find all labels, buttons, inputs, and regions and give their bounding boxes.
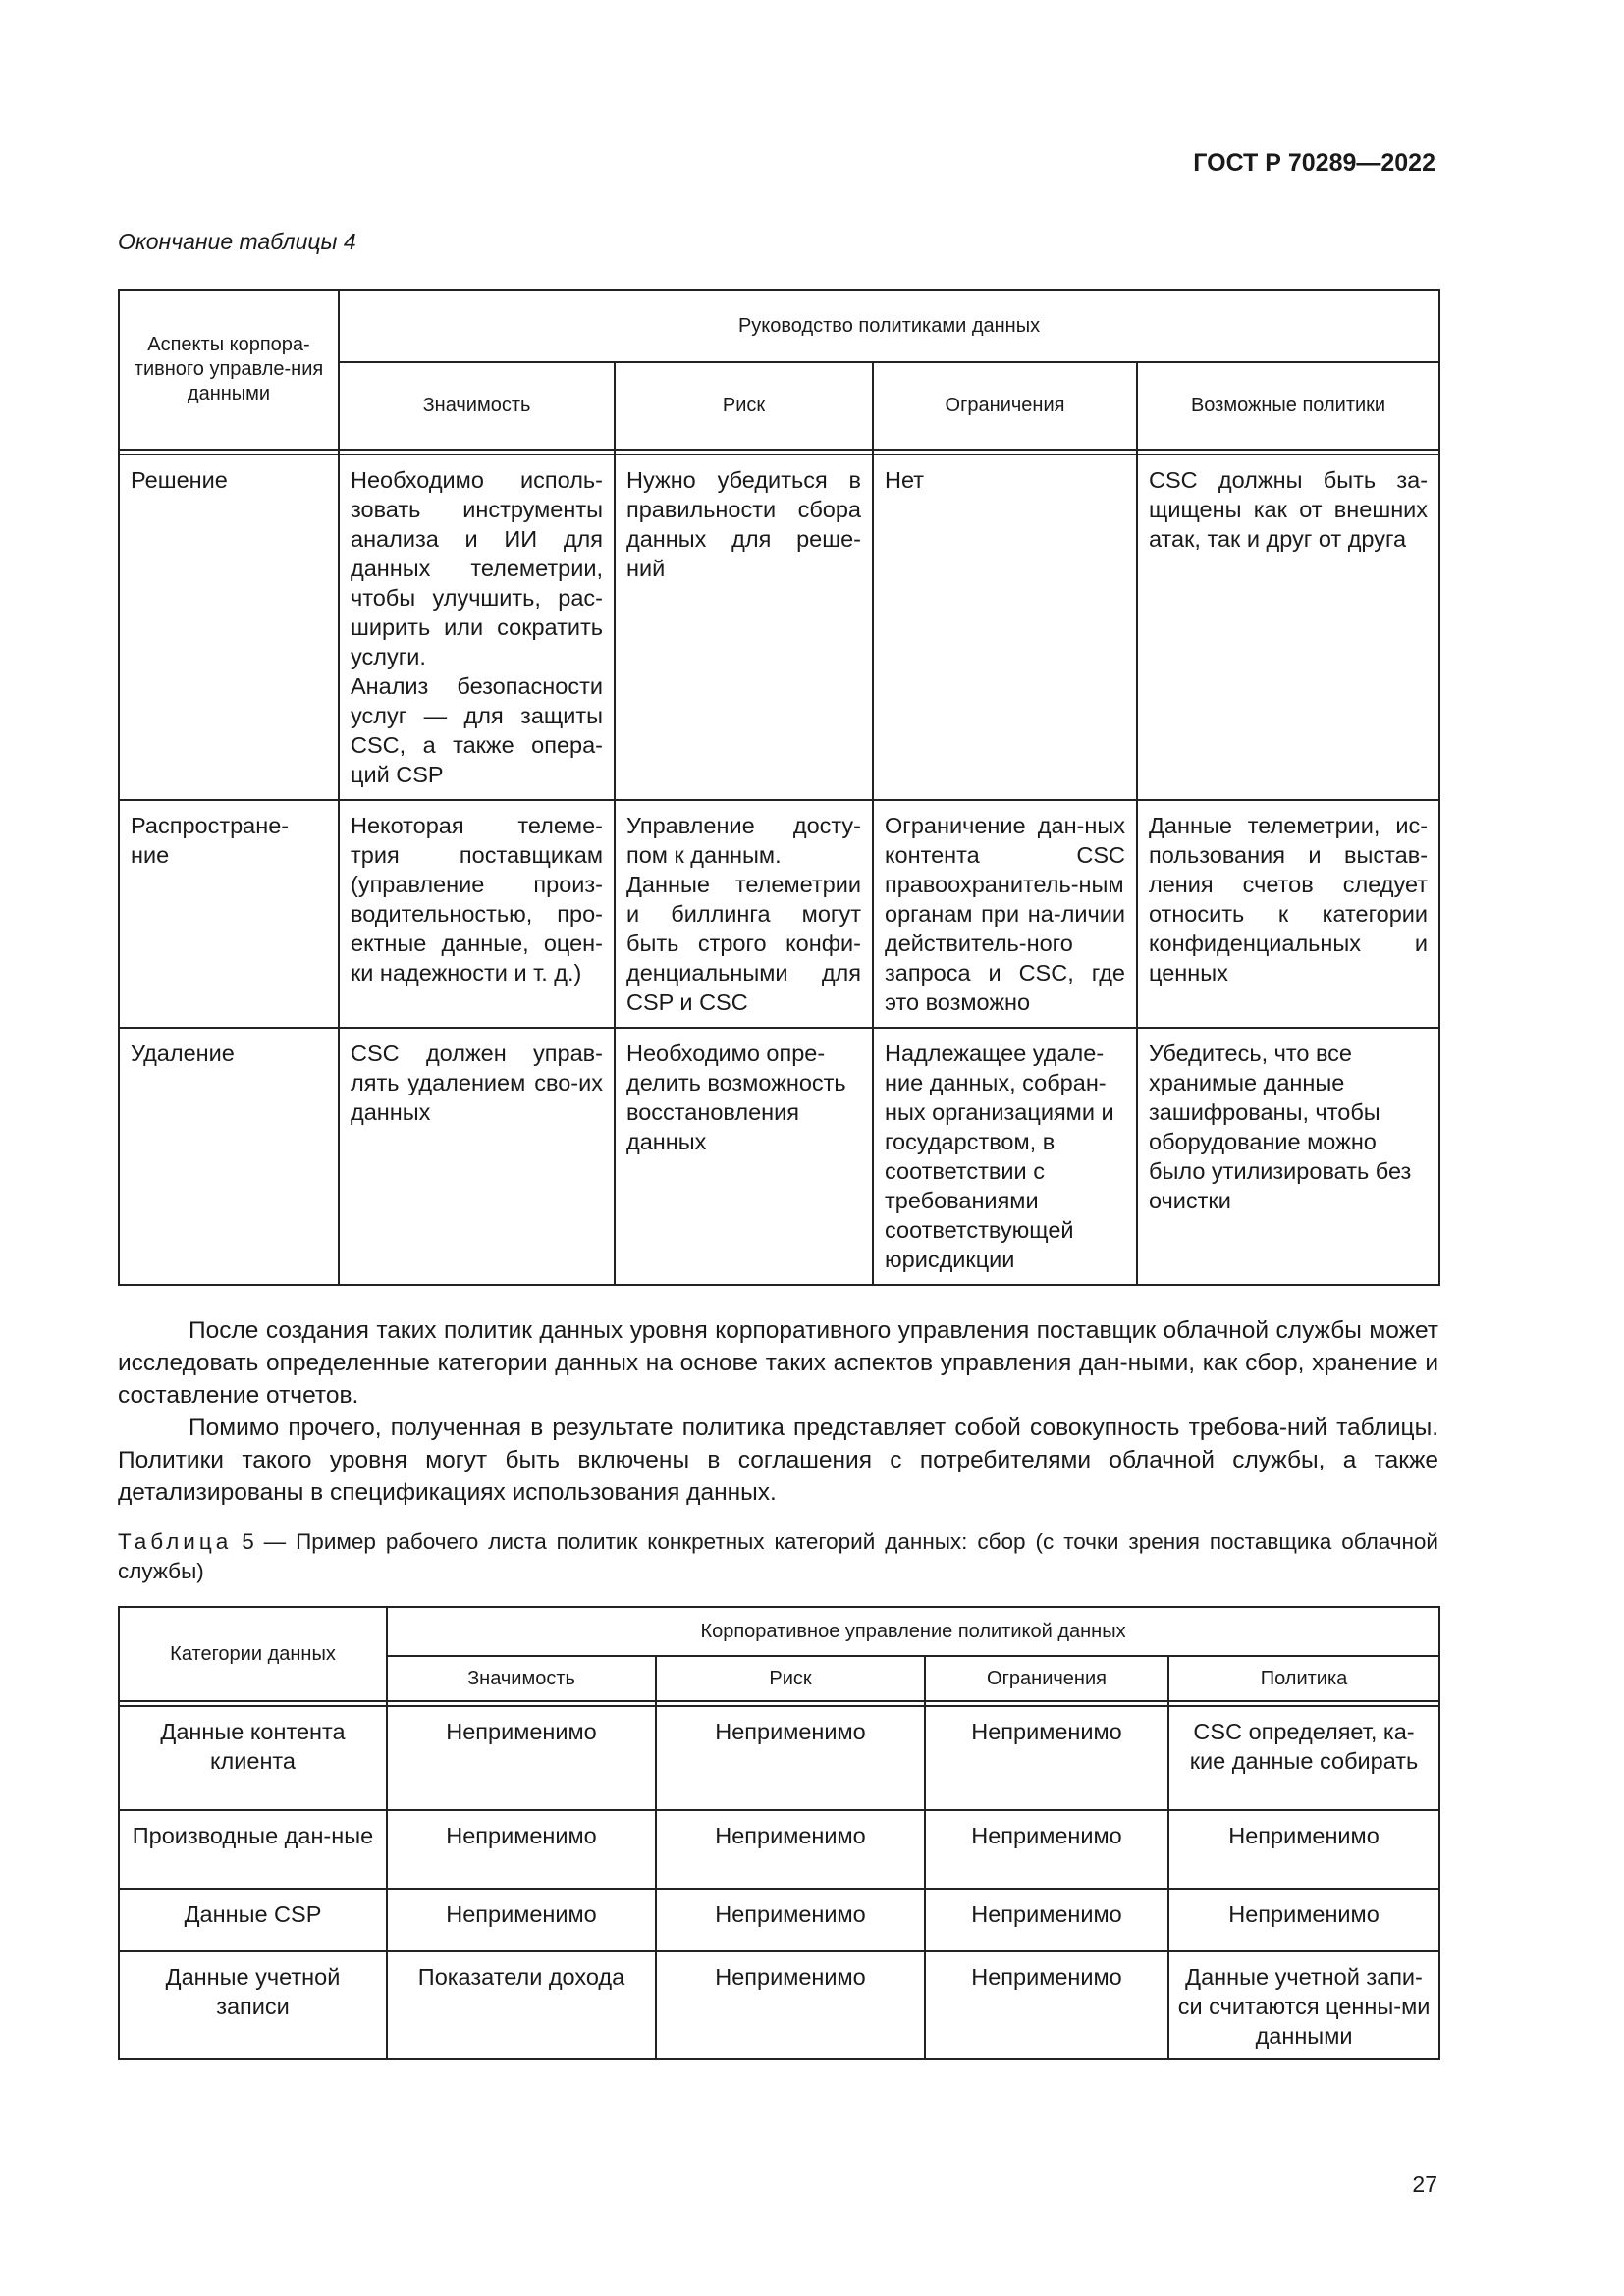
table-cell: Неприменимо	[1168, 1810, 1439, 1889]
table-cell: Надлежащее удале-ние данных, собран-ных организациями и государством, в соответствии с требованиями соответствующей юрисдикции	[873, 1028, 1137, 1285]
table5-col-header: Значимость	[387, 1656, 656, 1701]
table5-col-header: Политика	[1168, 1656, 1439, 1701]
table-cell: CSC должны быть за-щищены как от внешних атак, так и друг от друга	[1137, 454, 1439, 800]
table-cell: Неприменимо	[925, 1706, 1168, 1810]
table-cell: Неприменимо	[387, 1889, 656, 1951]
table-cell: Неприменимо	[387, 1706, 656, 1810]
table5-category: Данные CSP	[119, 1889, 387, 1951]
table4-aspect: Удаление	[119, 1028, 339, 1285]
table-row	[119, 1706, 1439, 1810]
table-cell: Неприменимо	[656, 1810, 925, 1889]
table4-caption: Окончание таблицы 4	[118, 229, 356, 254]
table5-category: Производные дан-ные	[119, 1810, 387, 1889]
table5	[118, 1606, 1440, 2060]
table-cell: Неприменимо	[656, 1951, 925, 2059]
table-cell: Неприменимо	[656, 1706, 925, 1810]
table-cell: Некоторая телеме-трия поставщикам (управление произ-водительностью, про-ектные данные, оцен-ки надежности и т. д.)	[339, 800, 615, 1028]
table5-category: Данные учетной записи	[119, 1951, 387, 2059]
table-cell: Неприменимо	[925, 1951, 1168, 2059]
table-cell: Необходимо исполь-зовать инструменты анализа и ИИ для данных телеметрии, чтобы улучшить, рас-ширить или сократить услуги. Анализ безопасности услуг — для защиты CSC, а также опера-ций CSP	[339, 454, 615, 800]
table4-aspect: Распростране-ние	[119, 800, 339, 1028]
table-row	[119, 1028, 1439, 1285]
table-cell: Показатели дохода	[387, 1951, 656, 2059]
document-standard-number: ГОСТ Р 70289—2022	[1193, 149, 1435, 177]
table-cell: Нет	[873, 454, 1137, 800]
table-cell: Неприменимо	[387, 1810, 656, 1889]
table-cell: CSC определяет, ка-кие данные собирать	[1168, 1706, 1439, 1810]
table4-col-header: Возможные политики	[1137, 362, 1439, 450]
table-cell: Нужно убедиться в правильности сбора данных для реше-ний	[615, 454, 873, 800]
table5-caption-text: 5 — Пример рабочего листа политик конкретных категорий данных: сбор (с точки зрения поставщика облачной службы)	[118, 1529, 1438, 1583]
table4	[118, 289, 1440, 1286]
table4-col-header: Значимость	[339, 362, 615, 450]
table-cell: Данные учетной запи-си считаются ценны-ми данными	[1168, 1951, 1439, 2059]
table5-col-header: Ограничения	[925, 1656, 1168, 1701]
table-cell: Неприменимо	[925, 1810, 1168, 1889]
table4-col-header: Риск	[615, 362, 873, 450]
table-row	[119, 454, 1439, 800]
table-cell: Неприменимо	[656, 1889, 925, 1951]
table5-caption	[118, 1527, 1438, 1586]
table5-category: Данные контента клиента	[119, 1706, 387, 1810]
table-row	[119, 1810, 1439, 1889]
table4-aspect: Решение	[119, 454, 339, 800]
table-cell: Ограничение дан-ных контента CSC правоохранитель-ным органам при на-личии действитель-ного запроса и CSC, где это возможно	[873, 800, 1137, 1028]
page-number: 27	[1412, 2171, 1437, 2197]
table-cell: Необходимо опре-делить возможность восстановления данных	[615, 1028, 873, 1285]
table5-corner-header: Категории данных	[119, 1607, 387, 1701]
table5-group-header: Корпоративное управление политикой данных	[387, 1607, 1439, 1656]
table-cell: Управление досту-пом к данным. Данные телеметрии и биллинга могут быть строго конфи-денциальными для CSP и CSC	[615, 800, 873, 1028]
table-cell: Убедитесь, что все хранимые данные зашифрованы, чтобы оборудование можно было утилизировать без очистки	[1137, 1028, 1439, 1285]
table-cell: CSC должен управ-лять удалением сво-их данных	[339, 1028, 615, 1285]
table-row	[119, 1951, 1439, 2059]
body-paragraph	[118, 1412, 1438, 1509]
table-cell: Неприменимо	[1168, 1889, 1439, 1951]
paragraph-text: Помимо прочего, полученная в результате политика представляет собой совокупность требова-ний таблицы. Политики такого уровня могут быть включены в соглашения с потребителями облачной службы, а также детализированы в спецификациях использования данных.	[118, 1415, 1438, 1506]
table4-corner-header: Аспекты корпора-тивного управле-ния данными	[119, 290, 339, 450]
table4-group-header: Руководство политиками данных	[339, 290, 1439, 362]
table4-col-header: Ограничения	[873, 362, 1137, 450]
table5-caption-label: Таблица	[118, 1529, 233, 1554]
table-row	[119, 800, 1439, 1028]
table5-col-header: Риск	[656, 1656, 925, 1701]
table-cell: Данные телеметрии, ис-пользования и выстав-ления счетов следует относить к категории конфиденциальных и ценных	[1137, 800, 1439, 1028]
body-paragraph	[118, 1314, 1438, 1412]
table-row	[119, 1889, 1439, 1951]
table-cell: Неприменимо	[925, 1889, 1168, 1951]
paragraph-text: После создания таких политик данных уровня корпоративного управления поставщик облачной службы может исследовать определенные категории данных на основе таких аспектов управления дан-ными, как сбор, хранение и составление отчетов.	[118, 1317, 1438, 1409]
